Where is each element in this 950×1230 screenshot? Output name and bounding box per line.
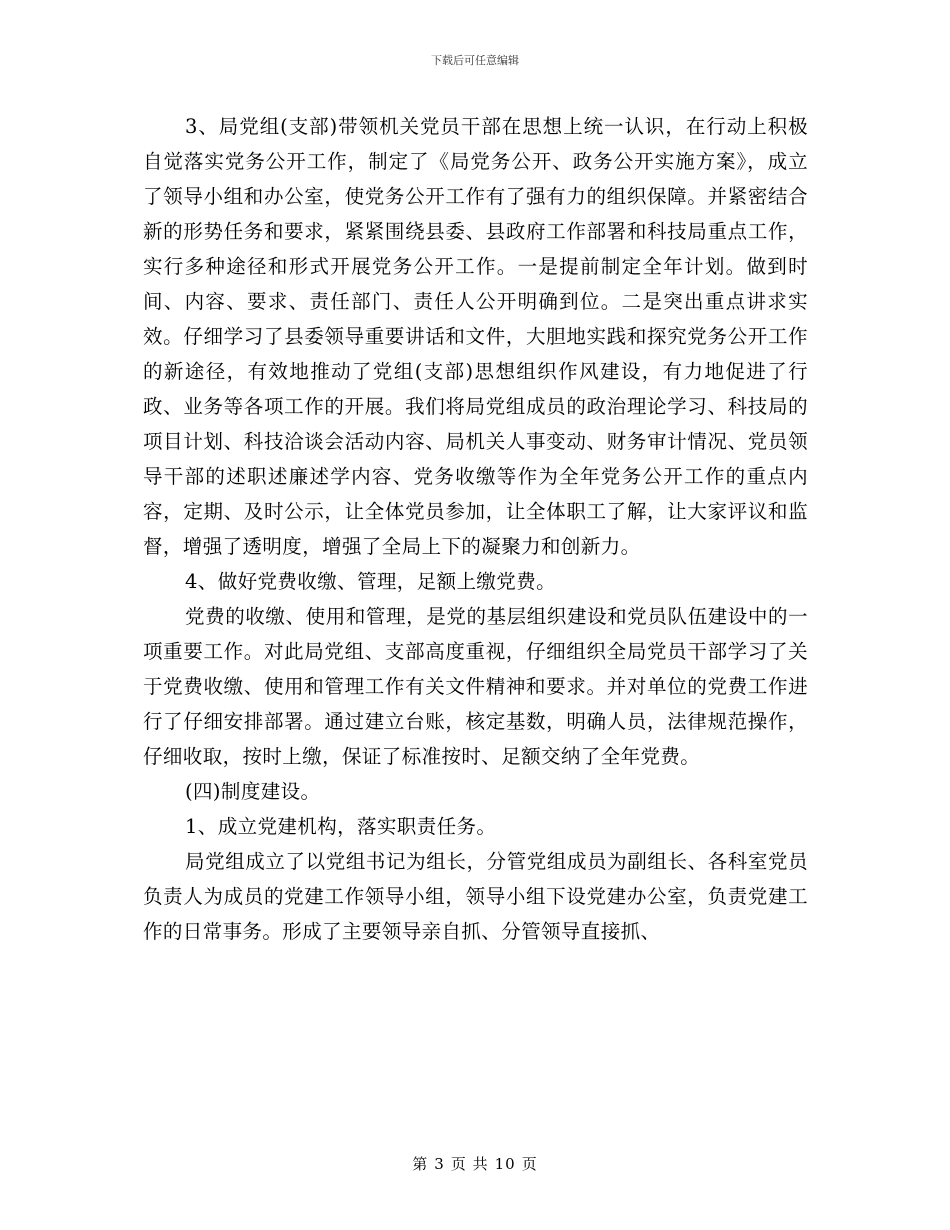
page-number-footer bbox=[0, 1154, 950, 1174]
paragraph-party-dues-body: 党费的收缴、使用和管理，是党的基层组织建设和党员队伍建设中的一项重要工作。对此局党组、支部高度重视，仔细组织全局党员干部学习了关于党费收缴、使用和管理工作有关文件精神和要求。并对单位的党费工作进行了仔细安排部署。通过建立台账，核定基数，明确人员，法律规范操作，仔细收取，按时上缴，保证了标准按时、足额交纳了全年党费。 bbox=[143, 605, 808, 768]
footer-total-pages: 10 bbox=[494, 1155, 516, 1173]
paragraph-party-affairs-openness: 3、局党组(支部)带领机关党员干部在思想上统一认识，在行动上积极自觉落实党务公开工作，制定了《局党务公开、政务公开实施方案》，成立了领导小组和办公室，使党务公开工作有了强有力的组织保障。并紧密结合新的形势任务和要求，紧紧围绕县委、县政府工作部署和科技局重点工作，实行多种途径和形式开展党务公开工作。一是提前制定全年计划。做到时间、内容、要求、责任部门、责任人公开明确到位。二是突出重点讲求实效。仔细学习了县委领导重要讲话和文件，大胆地实践和探究党务公开工作的新途径，有效地推动了党组(支部)思想组织作风建设，有力地促进了行政、业务等各项工作的开展。我们将局党组成员的政治理论学习、科技局的项目计划、科技洽谈会活动内容、局机关人事变动、财务审计情况、党员领导干部的述职述廉述学内容、党务收缴等作为全年党务公开工作的重点内容，定期、及时公示，让全体党员参加，让全体职工了解，让大家评议和监督，增强了透明度，增强了全局上下的凝聚力和创新力。 bbox=[143, 115, 808, 558]
section-heading-system-building: (四)制度建设。 bbox=[185, 780, 321, 803]
footer-prefix: 第 bbox=[412, 1155, 429, 1173]
paragraph-organization-body: 局党组成立了以党组书记为组长，分管党组成员为副组长、各科室党员负责人为成员的党建工作领导小组，领导小组下设党建办公室，负责党建工作的日常事务。形成了主要领导亲自抓、分管领导直接抓、 bbox=[143, 850, 808, 943]
page-header-note: 下载后可任意编辑 bbox=[431, 54, 519, 67]
footer-current-page: 3 bbox=[434, 1155, 445, 1173]
paragraph-organization-heading: 1、成立党建机构，落实职责任务。 bbox=[185, 815, 497, 838]
paragraph-party-dues-heading: 4、做好党费收缴、管理，足额上缴党费。 bbox=[185, 570, 557, 593]
footer-suffix: 页 bbox=[521, 1155, 538, 1173]
footer-middle: 页 共 bbox=[450, 1155, 489, 1173]
document-body bbox=[143, 109, 808, 949]
